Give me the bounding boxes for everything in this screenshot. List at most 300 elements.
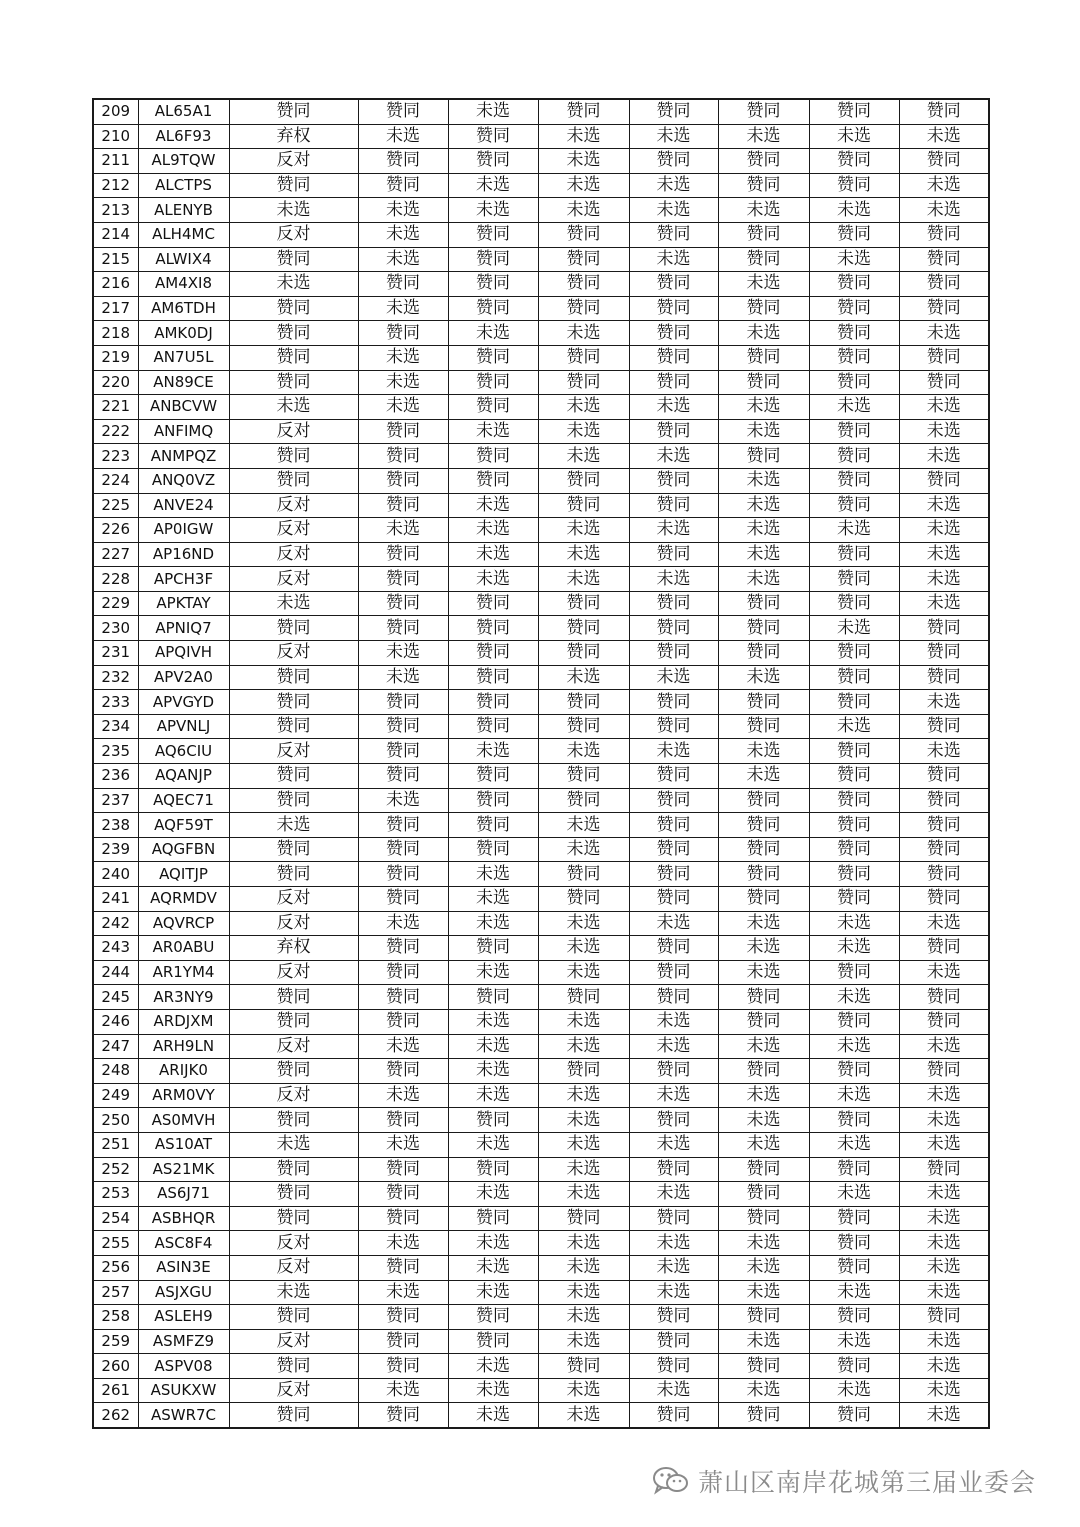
- vote-cell-v2: 赞同: [358, 1059, 448, 1084]
- vote-cell-v5: 未选: [629, 173, 718, 198]
- vote-cell-v2: 未选: [358, 124, 448, 149]
- vote-cell-v2: 赞同: [358, 1206, 448, 1231]
- vote-cell-v1: 反对: [229, 1083, 358, 1108]
- vote-cell-v7: 赞同: [809, 567, 899, 592]
- table-row: [93, 764, 989, 789]
- vote-cell-v4: 未选: [538, 1280, 629, 1305]
- vote-cell-v5: 赞同: [629, 788, 718, 813]
- vote-cell-v6: 赞同: [718, 1059, 809, 1084]
- vote-cell-v5: 赞同: [629, 493, 718, 518]
- owner-code-cell: AS0MVH: [138, 1108, 229, 1133]
- row-number-cell: 214: [93, 222, 138, 247]
- vote-cell-v2: 赞同: [358, 813, 448, 838]
- vote-cell-v7: 赞同: [809, 222, 899, 247]
- row-number-cell: 211: [93, 149, 138, 174]
- vote-cell-v4: 赞同: [538, 1354, 629, 1379]
- vote-cell-v7: 赞同: [809, 173, 899, 198]
- owner-code-cell: AQGFBN: [138, 837, 229, 862]
- vote-cell-v1: 弃权: [229, 124, 358, 149]
- vote-cell-v8: 未选: [899, 198, 989, 223]
- vote-cell-v8: 赞同: [899, 99, 989, 124]
- vote-cell-v8: 未选: [899, 911, 989, 936]
- vote-cell-v1: 未选: [229, 591, 358, 616]
- vote-cell-v4: 未选: [538, 444, 629, 469]
- vote-cell-v1: 赞同: [229, 468, 358, 493]
- vote-cell-v6: 未选: [718, 1280, 809, 1305]
- vote-cell-v5: 未选: [629, 1132, 718, 1157]
- vote-cell-v5: 未选: [629, 1083, 718, 1108]
- vote-cell-v1: 赞同: [229, 616, 358, 641]
- vote-cell-v8: 未选: [899, 1403, 989, 1428]
- vote-cell-v3: 赞同: [448, 149, 538, 174]
- vote-cell-v6: 未选: [718, 1132, 809, 1157]
- vote-cell-v6: 赞同: [718, 1305, 809, 1330]
- vote-cell-v8: 未选: [899, 1378, 989, 1403]
- table-row: [93, 1083, 989, 1108]
- vote-cell-v6: 赞同: [718, 1009, 809, 1034]
- vote-cell-v1: 反对: [229, 887, 358, 912]
- vote-cell-v2: 未选: [358, 370, 448, 395]
- vote-cell-v3: 赞同: [448, 714, 538, 739]
- vote-cell-v1: 赞同: [229, 99, 358, 124]
- vote-cell-v6: 未选: [718, 1034, 809, 1059]
- vote-cell-v8: 赞同: [899, 272, 989, 297]
- vote-cell-v4: 未选: [538, 518, 629, 543]
- row-number-cell: 228: [93, 567, 138, 592]
- vote-cell-v2: 未选: [358, 222, 448, 247]
- vote-cell-v6: 未选: [718, 764, 809, 789]
- vote-cell-v5: 赞同: [629, 1354, 718, 1379]
- vote-cell-v1: 赞同: [229, 985, 358, 1010]
- row-number-cell: 210: [93, 124, 138, 149]
- vote-cell-v3: 未选: [448, 1059, 538, 1084]
- vote-cell-v8: 赞同: [899, 247, 989, 272]
- vote-cell-v1: 赞同: [229, 1206, 358, 1231]
- vote-cell-v5: 未选: [629, 124, 718, 149]
- vote-cell-v7: 赞同: [809, 641, 899, 666]
- vote-cell-v2: 未选: [358, 1132, 448, 1157]
- vote-cell-v8: 未选: [899, 1132, 989, 1157]
- vote-cell-v4: 未选: [538, 149, 629, 174]
- vote-cell-v2: 未选: [358, 1034, 448, 1059]
- owner-code-cell: ASJXGU: [138, 1280, 229, 1305]
- vote-cell-v8: 未选: [899, 690, 989, 715]
- vote-cell-v6: 未选: [718, 567, 809, 592]
- vote-cell-v5: 赞同: [629, 99, 718, 124]
- table-row: [93, 1132, 989, 1157]
- vote-cell-v6: 赞同: [718, 591, 809, 616]
- vote-cell-v3: 未选: [448, 99, 538, 124]
- vote-cell-v4: 未选: [538, 567, 629, 592]
- vote-cell-v3: 赞同: [448, 1305, 538, 1330]
- vote-cell-v1: 反对: [229, 222, 358, 247]
- vote-cell-v4: 未选: [538, 1132, 629, 1157]
- vote-cell-v2: 赞同: [358, 493, 448, 518]
- vote-cell-v8: 未选: [899, 1034, 989, 1059]
- vote-cell-v5: 未选: [629, 444, 718, 469]
- watermark: [652, 1463, 1036, 1499]
- vote-cell-v8: 赞同: [899, 813, 989, 838]
- table-row: [93, 493, 989, 518]
- row-number-cell: 253: [93, 1182, 138, 1207]
- vote-cell-v8: 未选: [899, 518, 989, 543]
- vote-cell-v1: 未选: [229, 272, 358, 297]
- vote-cell-v6: 未选: [718, 518, 809, 543]
- vote-cell-v2: 未选: [358, 1280, 448, 1305]
- vote-cell-v5: 赞同: [629, 936, 718, 961]
- table-row: [93, 468, 989, 493]
- table-row: [93, 690, 989, 715]
- vote-cell-v7: 赞同: [809, 1059, 899, 1084]
- vote-cell-v5: 赞同: [629, 1329, 718, 1354]
- owner-code-cell: AR0ABU: [138, 936, 229, 961]
- owner-code-cell: AQ6CIU: [138, 739, 229, 764]
- vote-cell-v5: 赞同: [629, 1157, 718, 1182]
- owner-code-cell: ANVE24: [138, 493, 229, 518]
- row-number-cell: 246: [93, 1009, 138, 1034]
- vote-cell-v2: 未选: [358, 1083, 448, 1108]
- vote-cell-v8: 赞同: [899, 1059, 989, 1084]
- vote-cell-v1: 反对: [229, 960, 358, 985]
- vote-cell-v8: 赞同: [899, 714, 989, 739]
- vote-cell-v7: 赞同: [809, 468, 899, 493]
- vote-cell-v2: 未选: [358, 345, 448, 370]
- vote-cell-v2: 赞同: [358, 567, 448, 592]
- table-row: [93, 1034, 989, 1059]
- table-row: [93, 567, 989, 592]
- vote-cell-v7: 未选: [809, 1132, 899, 1157]
- row-number-cell: 258: [93, 1305, 138, 1330]
- vote-cell-v1: 反对: [229, 1329, 358, 1354]
- table-row: [93, 813, 989, 838]
- table-row: [93, 837, 989, 862]
- vote-cell-v5: 未选: [629, 739, 718, 764]
- vote-cell-v8: 赞同: [899, 788, 989, 813]
- vote-cell-v3: 赞同: [448, 1329, 538, 1354]
- vote-cell-v7: 赞同: [809, 1255, 899, 1280]
- owner-code-cell: AS6J71: [138, 1182, 229, 1207]
- owner-code-cell: AQANJP: [138, 764, 229, 789]
- vote-cell-v5: 赞同: [629, 345, 718, 370]
- vote-cell-v3: 未选: [448, 198, 538, 223]
- vote-cell-v8: 未选: [899, 395, 989, 420]
- vote-cell-v7: 赞同: [809, 1231, 899, 1256]
- vote-cell-v2: 赞同: [358, 99, 448, 124]
- vote-cell-v8: 赞同: [899, 149, 989, 174]
- vote-cell-v5: 赞同: [629, 887, 718, 912]
- vote-cell-v1: 赞同: [229, 1009, 358, 1034]
- owner-code-cell: ANBCVW: [138, 395, 229, 420]
- owner-code-cell: AQRMDV: [138, 887, 229, 912]
- vote-cell-v6: 赞同: [718, 862, 809, 887]
- vote-cell-v4: 赞同: [538, 296, 629, 321]
- vote-cell-v6: 赞同: [718, 714, 809, 739]
- vote-cell-v3: 赞同: [448, 468, 538, 493]
- owner-code-cell: APV2A0: [138, 665, 229, 690]
- vote-cell-v5: 未选: [629, 518, 718, 543]
- owner-code-cell: AR3NY9: [138, 985, 229, 1010]
- row-number-cell: 220: [93, 370, 138, 395]
- vote-cell-v5: 赞同: [629, 616, 718, 641]
- vote-cell-v1: 赞同: [229, 1108, 358, 1133]
- vote-cell-v7: 未选: [809, 714, 899, 739]
- vote-cell-v6: 未选: [718, 542, 809, 567]
- vote-cell-v3: 未选: [448, 1231, 538, 1256]
- table-row: [93, 641, 989, 666]
- vote-cell-v8: 未选: [899, 739, 989, 764]
- row-number-cell: 260: [93, 1354, 138, 1379]
- owner-code-cell: AN7U5L: [138, 345, 229, 370]
- vote-cell-v4: 未选: [538, 124, 629, 149]
- table-row: [93, 1206, 989, 1231]
- table-row: [93, 936, 989, 961]
- owner-code-cell: APKTAY: [138, 591, 229, 616]
- table-row: [93, 1378, 989, 1403]
- vote-cell-v6: 赞同: [718, 444, 809, 469]
- table-row: [93, 247, 989, 272]
- vote-cell-v8: 赞同: [899, 985, 989, 1010]
- vote-cell-v6: 赞同: [718, 1354, 809, 1379]
- table-row: [93, 788, 989, 813]
- vote-cell-v1: 反对: [229, 567, 358, 592]
- table-row: [93, 1009, 989, 1034]
- vote-cell-v1: 赞同: [229, 1157, 358, 1182]
- vote-cell-v3: 赞同: [448, 345, 538, 370]
- owner-code-cell: AL9TQW: [138, 149, 229, 174]
- vote-cell-v3: 赞同: [448, 1206, 538, 1231]
- vote-cell-v5: 未选: [629, 1280, 718, 1305]
- vote-cell-v7: 赞同: [809, 321, 899, 346]
- vote-cell-v4: 未选: [538, 665, 629, 690]
- vote-cell-v7: 赞同: [809, 272, 899, 297]
- vote-cell-v2: 赞同: [358, 764, 448, 789]
- vote-cell-v3: 未选: [448, 1255, 538, 1280]
- table-row: [93, 985, 989, 1010]
- owner-code-cell: AMK0DJ: [138, 321, 229, 346]
- vote-cell-v3: 赞同: [448, 641, 538, 666]
- vote-cell-v1: 反对: [229, 1231, 358, 1256]
- vote-cell-v8: 未选: [899, 1083, 989, 1108]
- vote-cell-v4: 未选: [538, 936, 629, 961]
- row-number-cell: 239: [93, 837, 138, 862]
- vote-cell-v8: 未选: [899, 1206, 989, 1231]
- row-number-cell: 251: [93, 1132, 138, 1157]
- owner-code-cell: AP16ND: [138, 542, 229, 567]
- row-number-cell: 221: [93, 395, 138, 420]
- owner-code-cell: ARIJK0: [138, 1059, 229, 1084]
- vote-cell-v4: 未选: [538, 813, 629, 838]
- vote-cell-v8: 赞同: [899, 837, 989, 862]
- row-number-cell: 236: [93, 764, 138, 789]
- vote-cell-v7: 赞同: [809, 788, 899, 813]
- vote-cell-v3: 赞同: [448, 813, 538, 838]
- vote-cell-v4: 未选: [538, 173, 629, 198]
- owner-code-cell: AM6TDH: [138, 296, 229, 321]
- vote-cell-v5: 赞同: [629, 813, 718, 838]
- vote-cell-v6: 未选: [718, 493, 809, 518]
- vote-cell-v6: 未选: [718, 468, 809, 493]
- vote-cell-v4: 赞同: [538, 616, 629, 641]
- table-row: [93, 198, 989, 223]
- owner-code-cell: ANFIMQ: [138, 419, 229, 444]
- vote-cell-v4: 赞同: [538, 641, 629, 666]
- vote-cell-v1: 未选: [229, 1132, 358, 1157]
- table-row: [93, 272, 989, 297]
- vote-cell-v4: 未选: [538, 1108, 629, 1133]
- row-number-cell: 231: [93, 641, 138, 666]
- table-row: [93, 518, 989, 543]
- vote-cell-v1: 赞同: [229, 665, 358, 690]
- vote-cell-v8: 未选: [899, 1255, 989, 1280]
- vote-cell-v3: 赞同: [448, 247, 538, 272]
- vote-cell-v4: 未选: [538, 419, 629, 444]
- vote-cell-v5: 赞同: [629, 1059, 718, 1084]
- vote-cell-v7: 未选: [809, 1034, 899, 1059]
- vote-cell-v4: 赞同: [538, 493, 629, 518]
- vote-cell-v2: 赞同: [358, 1305, 448, 1330]
- table-row: [93, 1157, 989, 1182]
- vote-cell-v2: 赞同: [358, 837, 448, 862]
- vote-cell-v6: 未选: [718, 395, 809, 420]
- vote-cell-v2: 赞同: [358, 444, 448, 469]
- vote-cell-v3: 未选: [448, 173, 538, 198]
- vote-cell-v4: 赞同: [538, 788, 629, 813]
- vote-cell-v6: 赞同: [718, 296, 809, 321]
- vote-cell-v8: 赞同: [899, 665, 989, 690]
- row-number-cell: 233: [93, 690, 138, 715]
- table-row: [93, 321, 989, 346]
- vote-cell-v1: 赞同: [229, 1354, 358, 1379]
- row-number-cell: 252: [93, 1157, 138, 1182]
- vote-cell-v2: 未选: [358, 296, 448, 321]
- row-number-cell: 238: [93, 813, 138, 838]
- vote-cell-v1: 赞同: [229, 247, 358, 272]
- vote-cell-v8: 未选: [899, 124, 989, 149]
- vote-cell-v5: 赞同: [629, 764, 718, 789]
- vote-cell-v1: 反对: [229, 419, 358, 444]
- vote-cell-v1: 赞同: [229, 296, 358, 321]
- owner-code-cell: ALENYB: [138, 198, 229, 223]
- vote-cell-v3: 未选: [448, 862, 538, 887]
- owner-code-cell: ALH4MC: [138, 222, 229, 247]
- table-row: [93, 1280, 989, 1305]
- vote-cell-v7: 赞同: [809, 1305, 899, 1330]
- vote-cell-v6: 赞同: [718, 1157, 809, 1182]
- vote-cell-v6: 赞同: [718, 173, 809, 198]
- vote-cell-v3: 未选: [448, 518, 538, 543]
- vote-cell-v7: 未选: [809, 1083, 899, 1108]
- vote-cell-v5: 赞同: [629, 591, 718, 616]
- vote-cell-v3: 赞同: [448, 222, 538, 247]
- vote-cell-v5: 未选: [629, 1009, 718, 1034]
- vote-cell-v1: 反对: [229, 1378, 358, 1403]
- vote-cell-v6: 未选: [718, 419, 809, 444]
- vote-cell-v5: 赞同: [629, 641, 718, 666]
- vote-cell-v3: 赞同: [448, 936, 538, 961]
- vote-cell-v2: 未选: [358, 788, 448, 813]
- vote-cell-v1: 赞同: [229, 837, 358, 862]
- owner-code-cell: ANQ0VZ: [138, 468, 229, 493]
- vote-cell-v4: 未选: [538, 198, 629, 223]
- owner-code-cell: AS10AT: [138, 1132, 229, 1157]
- vote-cell-v2: 赞同: [358, 173, 448, 198]
- owner-code-cell: AN89CE: [138, 370, 229, 395]
- row-number-cell: 242: [93, 911, 138, 936]
- vote-cell-v1: 反对: [229, 149, 358, 174]
- vote-cell-v7: 赞同: [809, 739, 899, 764]
- vote-cell-v7: 赞同: [809, 837, 899, 862]
- owner-code-cell: AS21MK: [138, 1157, 229, 1182]
- row-number-cell: 219: [93, 345, 138, 370]
- row-number-cell: 249: [93, 1083, 138, 1108]
- vote-cell-v6: 赞同: [718, 247, 809, 272]
- row-number-cell: 218: [93, 321, 138, 346]
- vote-cell-v7: 未选: [809, 1280, 899, 1305]
- row-number-cell: 234: [93, 714, 138, 739]
- vote-cell-v7: 未选: [809, 911, 899, 936]
- table-row: [93, 616, 989, 641]
- vote-cell-v1: 反对: [229, 1034, 358, 1059]
- vote-cell-v1: 赞同: [229, 1059, 358, 1084]
- owner-code-cell: AQVRCP: [138, 911, 229, 936]
- vote-cell-v5: 赞同: [629, 296, 718, 321]
- vote-cell-v7: 未选: [809, 1329, 899, 1354]
- vote-cell-v7: 未选: [809, 936, 899, 961]
- vote-cell-v8: 未选: [899, 321, 989, 346]
- owner-code-cell: AQITJP: [138, 862, 229, 887]
- row-number-cell: 217: [93, 296, 138, 321]
- vote-cell-v4: 赞同: [538, 714, 629, 739]
- row-number-cell: 227: [93, 542, 138, 567]
- row-number-cell: 241: [93, 887, 138, 912]
- table-row: [93, 370, 989, 395]
- vote-cell-v1: 弃权: [229, 936, 358, 961]
- vote-cell-v3: 未选: [448, 1280, 538, 1305]
- vote-cell-v6: 赞同: [718, 641, 809, 666]
- table-row: [93, 296, 989, 321]
- vote-cell-v2: 赞同: [358, 1108, 448, 1133]
- watermark-text: 萧山区南岸花城第三届业委会: [698, 1468, 1037, 1497]
- vote-cell-v8: 赞同: [899, 370, 989, 395]
- vote-cell-v7: 赞同: [809, 345, 899, 370]
- vote-cell-v4: 赞同: [538, 1206, 629, 1231]
- vote-cell-v1: 反对: [229, 518, 358, 543]
- vote-cell-v1: 赞同: [229, 690, 358, 715]
- vote-cell-v5: 赞同: [629, 370, 718, 395]
- table-row: [93, 1329, 989, 1354]
- vote-cell-v3: 未选: [448, 1083, 538, 1108]
- vote-cell-v2: 赞同: [358, 690, 448, 715]
- vote-cell-v2: 赞同: [358, 960, 448, 985]
- vote-cell-v8: 赞同: [899, 1305, 989, 1330]
- vote-cell-v7: 赞同: [809, 1157, 899, 1182]
- vote-results-table: [92, 98, 990, 1429]
- vote-cell-v1: 赞同: [229, 714, 358, 739]
- row-number-cell: 245: [93, 985, 138, 1010]
- vote-cell-v3: 未选: [448, 1354, 538, 1379]
- vote-cell-v8: 未选: [899, 1329, 989, 1354]
- vote-cell-v6: 未选: [718, 124, 809, 149]
- vote-cell-v5: 未选: [629, 1231, 718, 1256]
- vote-cell-v8: 赞同: [899, 1157, 989, 1182]
- vote-cell-v3: 赞同: [448, 1157, 538, 1182]
- vote-cell-v8: 赞同: [899, 222, 989, 247]
- vote-cell-v7: 赞同: [809, 1403, 899, 1428]
- vote-cell-v3: 赞同: [448, 837, 538, 862]
- row-number-cell: 213: [93, 198, 138, 223]
- row-number-cell: 257: [93, 1280, 138, 1305]
- vote-cell-v3: 未选: [448, 1378, 538, 1403]
